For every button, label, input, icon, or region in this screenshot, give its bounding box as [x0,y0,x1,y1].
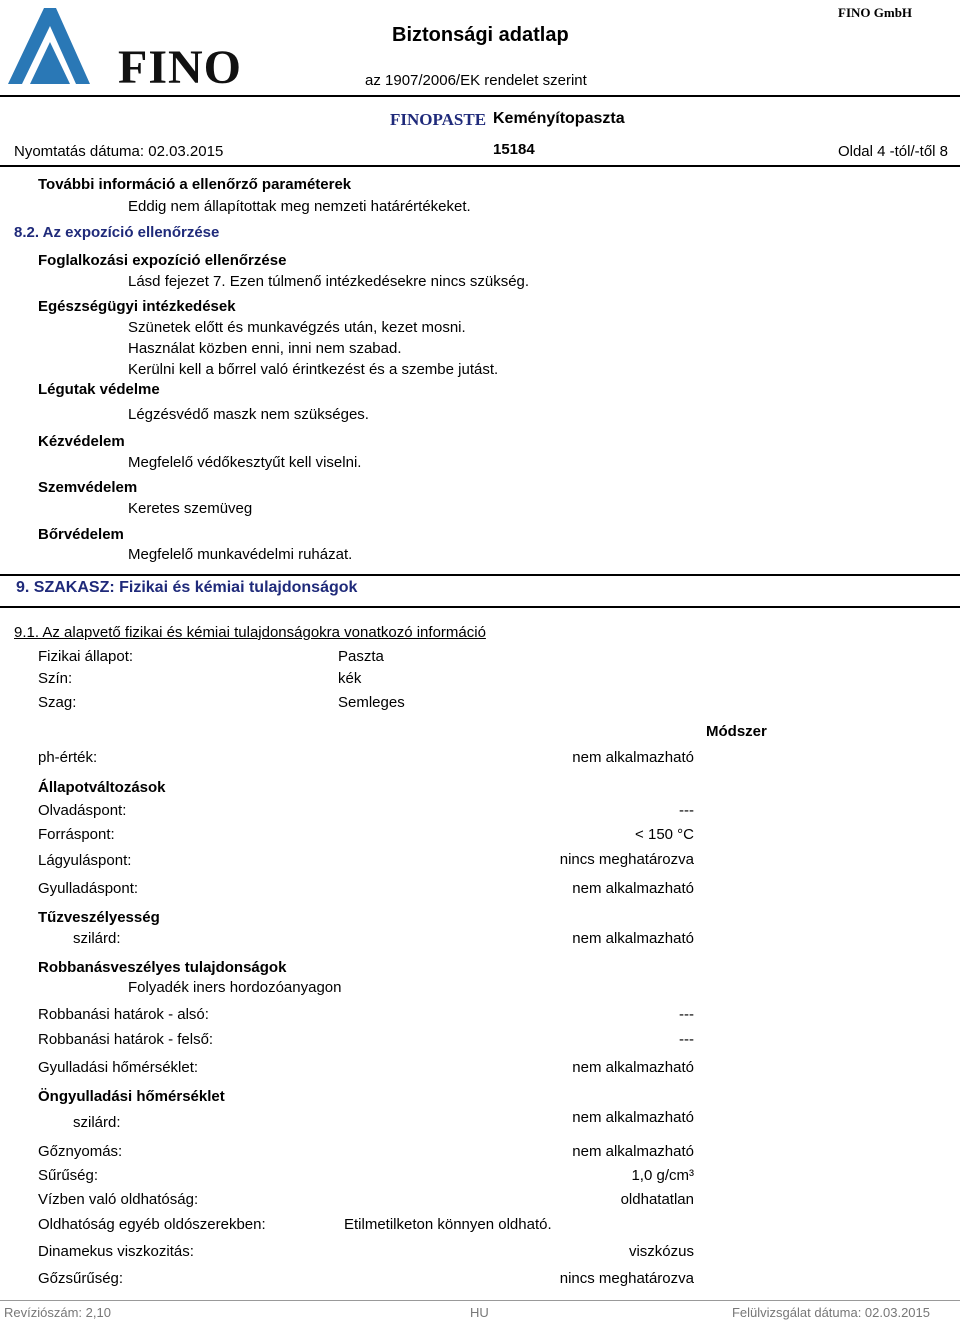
autoignition-solid-label: szilárd: [73,1114,121,1131]
explosive-text: Folyadék iners hordozóanyagon [128,979,342,996]
hand-protection-text: Megfelelő védőkesztyűt kell viselni. [128,454,362,471]
review-date: Felülvizsgálat dátuma: 02.03.2015 [731,1305,930,1320]
ph-label: ph-érték: [38,749,98,766]
hygiene-heading: Egészségügyi intézkedések [38,298,236,315]
page-info: Oldal 4 -tól/-től 8 [837,143,948,160]
viscosity-label: Dinamekus viszkozitás: [38,1243,194,1260]
lower-limit-value: --- [679,1006,694,1023]
vapor-pressure-label: Gőznyomás: [38,1143,123,1160]
header-divider-top [0,95,960,97]
flash-point-label: Gyulladáspont: [38,880,139,897]
further-info-heading: További információ a ellenőrző paraméterek [38,176,352,193]
skin-protection-heading: Bőrvédelem [38,526,124,543]
further-info-text: Eddig nem állapítottak meg nemzeti határértékeket. [128,198,471,215]
ph-value: nem alkalmazható [572,749,694,766]
document-title: Biztonsági adatlap [392,24,569,46]
occupational-heading: Foglalkozási expozíció ellenőrzése [38,252,287,269]
other-solubility-label: Oldhatóság egyéb oldószerekben: [38,1216,266,1233]
footer-divider [0,1300,960,1301]
hand-protection-heading: Kézvédelem [38,433,125,450]
autoignition-heading: Öngyulladási hőmérséklet [38,1088,225,1105]
logo-wordmark: FINO [118,41,242,94]
flash-point-value: nem alkalmazható [572,880,694,897]
section9-divider-bottom [0,606,960,608]
vapor-density-value: nincs meghatározva [559,1270,694,1287]
softening-point-value: nincs meghatározva [559,851,694,868]
exposure-heading: 8.2. Az expozíció ellenőrzése [14,224,220,241]
autoignition-solid-value: nem alkalmazható [572,1109,694,1126]
product-name: Keményítopaszta [493,110,625,127]
regulation-text: az 1907/2006/EK rendelet szerint [365,72,587,89]
other-solubility-value: Etilmetilketon könnyen oldható. [344,1216,552,1233]
product-code: 15184 [493,141,535,158]
physical-state-value: Paszta [338,648,384,665]
state-changes-heading: Állapotváltozások [38,779,166,796]
density-value: 1,0 g/cm³ [631,1167,694,1184]
odor-value: Semleges [338,694,405,711]
vapor-pressure-value: nem alkalmazható [572,1143,694,1160]
respiratory-text: Légzésvédő maszk nem szükséges. [128,406,369,423]
respiratory-heading: Légutak védelme [38,381,160,398]
section9-divider-top [0,574,960,576]
language-code: HU [470,1305,489,1320]
section9-1-heading: 9.1. Az alapvető fizikai és kémiai tulajdonságokra vonatkozó információ [14,624,486,641]
water-solubility-label: Vízben való oldhatóság: [38,1191,199,1208]
method-column-header: Módszer [706,723,767,740]
odor-label: Szag: [38,694,77,711]
color-value: kék [338,670,362,687]
eye-protection-heading: Szemvédelem [38,479,138,496]
hygiene-line: Használat közben enni, inni nem szabad. [128,340,402,357]
eye-protection-text: Keretes szemüveg [128,500,253,517]
occupational-text: Lásd fejezet 7. Ezen túlmenő intézkedésekre nincs szükség. [128,273,530,290]
hygiene-line: Kerülni kell a bőrrel való érintkezést és a szembe jutást. [128,361,499,378]
print-date: Nyomtatás dátuma: 02.03.2015 [14,143,224,160]
melting-point-label: Olvadáspont: [38,802,127,819]
flammability-solid-label: szilárd: [73,930,121,947]
upper-limit-value: --- [679,1031,694,1048]
ignition-temperature-value: nem alkalmazható [572,1059,694,1076]
upper-limit-label: Robbanási határok - felső: [38,1031,214,1048]
vapor-density-label: Gőzsűrűség: [38,1270,124,1287]
viscosity-value: viszkózus [628,1243,694,1260]
skin-protection-text: Megfelelő munkavédelmi ruházat. [128,546,353,563]
flammability-solid-value: nem alkalmazható [572,930,694,947]
ignition-temperature-label: Gyulladási hőmérséklet: [38,1059,199,1076]
water-solubility-value: oldhatatlan [620,1191,694,1208]
melting-point-value: --- [679,802,694,819]
explosive-heading: Robbanásveszélyes tulajdonságok [38,959,287,976]
company-name: FINO GmbH [838,5,913,20]
revision-number: Revíziószám: 2,10 [4,1305,111,1320]
physical-state-label: Fizikai állapot: [38,648,134,665]
boiling-point-value: < 150 °C [635,826,694,843]
flammability-heading: Tűzveszélyesség [38,909,160,926]
section9-heading: 9. SZAKASZ: Fizikai és kémiai tulajdonságok [16,579,358,596]
brand-name: FINOPASTE [390,110,487,129]
density-label: Sűrűség: [38,1167,99,1184]
boiling-point-label: Forráspont: [38,826,115,843]
softening-point-label: Lágyuláspont: [38,852,132,869]
lower-limit-label: Robbanási határok - alsó: [38,1006,209,1023]
header-divider-bottom [0,165,960,167]
hygiene-line: Szünetek előtt és munkavégzés után, kezet mosni. [128,319,466,336]
color-label: Szín: [38,670,73,687]
